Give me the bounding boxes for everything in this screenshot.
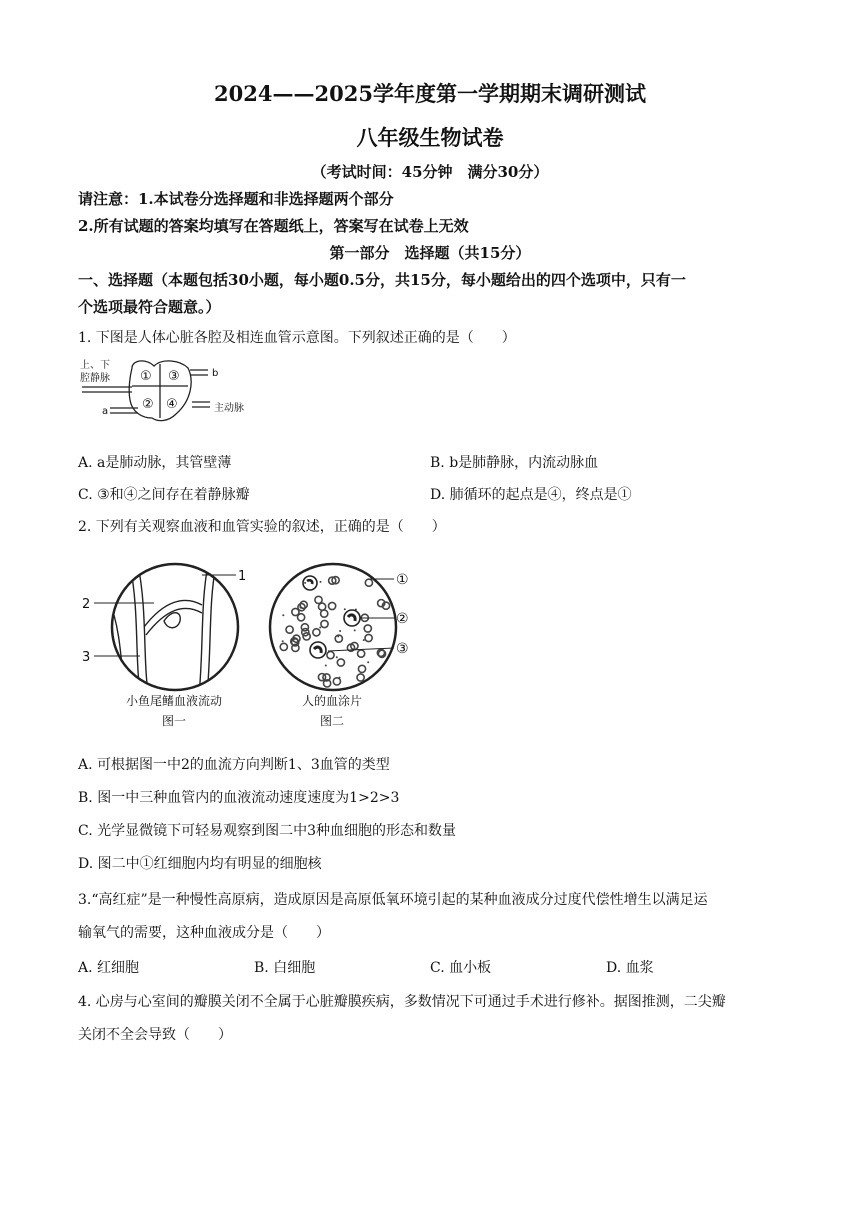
- section-heading: 第一部分 选择题（共15分）: [329, 244, 531, 262]
- q3-option-c: C. 血小板: [430, 960, 492, 976]
- q3-option-d: D. 血浆: [606, 960, 654, 976]
- platelet: [319, 627, 321, 629]
- q2-option-d: D. 图二中①红细胞内均有明显的细胞核: [78, 856, 322, 872]
- exam-subtitle: 八年级生物试卷: [356, 125, 504, 150]
- platelet: [325, 665, 327, 667]
- q1-stem: 1. 下图是人体心脏各腔及相连血管示意图。下列叙述正确的是（ ）: [78, 330, 516, 346]
- note-line-2: 2.所有试题的答案均填写在答题纸上，答案写在试卷上无效: [78, 217, 469, 235]
- fig1-label: 图一: [161, 714, 187, 728]
- q3-stem-1: 3.“高红症”是一种慢性高原病，造成原因是高原低氧环境引起的某种血液成分过度代偿性增生以满足运: [78, 892, 708, 908]
- platelet: [304, 582, 306, 584]
- exam-title: 2024——2025学年度第一学期期末调研测试: [214, 81, 646, 106]
- platelet: [282, 614, 284, 616]
- platelet: [339, 630, 341, 632]
- fig2-label-3: ③: [396, 641, 409, 657]
- platelet: [299, 606, 301, 608]
- platelet: [282, 640, 284, 642]
- platelet: [354, 629, 356, 631]
- platelet: [320, 581, 322, 583]
- q1-option-c: C. ③和④之间存在着静脉瓣: [78, 487, 250, 503]
- fig2-caption: 人的血涂片: [301, 694, 363, 708]
- q2-stem: 2. 下列有关观察血液和血管实验的叙述，正确的是（ ）: [78, 519, 446, 535]
- platelet: [337, 635, 339, 637]
- platelet: [379, 656, 381, 658]
- chamber-3: ③: [168, 369, 180, 384]
- fish-tail-figure: [80, 555, 250, 735]
- chamber-1: ①: [140, 369, 152, 384]
- q2-option-b: B. 图一中三种血管内的血液流动速度速度为1>2>3: [78, 790, 400, 806]
- chamber-4: ④: [166, 397, 178, 412]
- q2-option-a: A. 可根据图一中2的血流方向判断1、3血管的类型: [78, 757, 390, 773]
- platelet: [363, 639, 365, 641]
- exam-info: （考试时间：45分钟 满分30分）: [311, 163, 549, 181]
- q1-option-d: D. 肺循环的起点是④，终点是①: [430, 487, 632, 503]
- fig1-label-3: 3: [82, 650, 91, 665]
- label-b: b: [212, 368, 219, 379]
- note-line-1: 请注意：1.本试卷分选择题和非选择题两个部分: [78, 190, 394, 208]
- platelet: [339, 677, 341, 679]
- fig1-label-2: 2: [82, 597, 91, 612]
- heart-diagram: [80, 356, 260, 424]
- fig2-label: 图二: [319, 714, 345, 728]
- blood-smear-figure: [258, 555, 428, 735]
- chamber-2: ②: [142, 397, 154, 412]
- label-vena-2: 腔静脉: [80, 373, 110, 384]
- fig1-caption: 小鱼尾鳍血液流动: [125, 694, 223, 708]
- label-vena-1: 上、下: [80, 360, 110, 371]
- section-instruction-1: 一、选择题（本题包括30小题，每小题0.5分，共15分，每小题给出的四个选项中，只有一: [78, 271, 686, 289]
- q3-option-b: B. 白细胞: [254, 960, 316, 976]
- platelet: [336, 656, 338, 658]
- q3-stem-2: 输氧气的需要，这种血液成分是（ ）: [78, 925, 330, 941]
- label-aorta: 主动脉: [214, 403, 244, 414]
- q4-stem-2: 关闭不全会导致（ ）: [78, 1027, 232, 1043]
- q2-option-c: C. 光学显微镜下可轻易观察到图二中3种血细胞的形态和数量: [78, 823, 457, 839]
- fig1-label-1: 1: [238, 569, 247, 584]
- label-a: a: [102, 406, 109, 417]
- q1-option-a: A. a是肺动脉，其管壁薄: [78, 455, 232, 471]
- q1-option-b: B. b是肺静脉，内流动脉血: [430, 455, 599, 471]
- fig2-label-1: ①: [396, 572, 409, 588]
- q4-stem-1: 4. 心房与心室间的瓣膜关闭不全属于心脏瓣膜疾病，多数情况下可通过手术进行修补。据图推测，二尖瓣: [78, 994, 726, 1010]
- section-instruction-2: 个选项最符合题意。）: [78, 298, 221, 316]
- platelet: [344, 608, 346, 610]
- q3-option-a: A. 红细胞: [78, 960, 140, 976]
- fig2-label-2: ②: [396, 611, 409, 627]
- platelet: [367, 661, 369, 663]
